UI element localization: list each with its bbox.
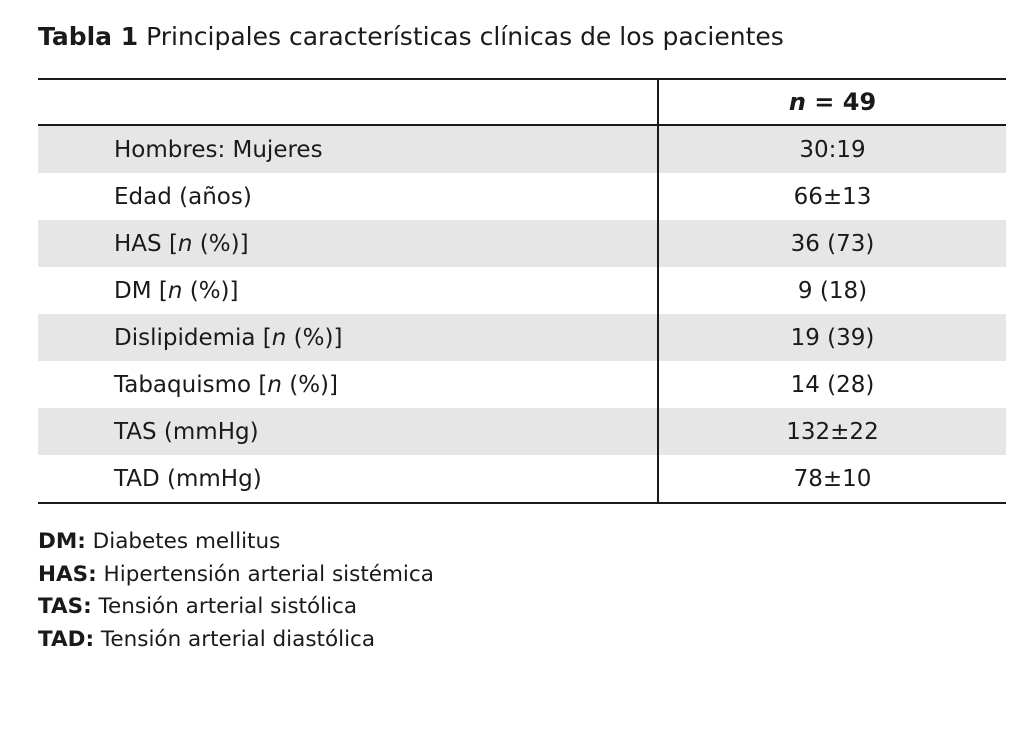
row-label [38, 314, 658, 361]
footnote-abbr: DM: [38, 529, 86, 554]
row-label: Edad (años) [114, 183, 252, 210]
footnote-text: Tensión arterial diastólica [94, 627, 376, 653]
header-n-symbol: n [788, 88, 806, 116]
caption-title: Principales características clínicas de los pacientes [146, 22, 784, 51]
table-caption [38, 22, 1007, 52]
caption-label: Tabla 1 [38, 22, 139, 51]
row-label-pre: HAS [ [114, 230, 178, 257]
header-label-cell [38, 80, 658, 125]
footnote-abbr: HAS: [38, 561, 97, 587]
row-label-italic: n [267, 371, 282, 398]
row-value: 30:19 [658, 126, 1006, 173]
caption-text [138, 22, 146, 51]
footnote-item [38, 624, 1007, 657]
table-row [38, 455, 1006, 503]
row-value: 36 (73) [658, 220, 1006, 267]
row-value: 78±10 [658, 455, 1006, 503]
row-label-post: (%)] [182, 277, 239, 304]
row-label-post: (%)] [281, 371, 339, 398]
row-value: 14 (28) [658, 361, 1006, 408]
row-label: Hombres: Mujeres [38, 126, 658, 173]
row-label [38, 220, 658, 267]
row-label [38, 267, 658, 314]
row-value: 9 (18) [658, 267, 1006, 314]
table-row [38, 314, 1006, 361]
footnote-text: Diabetes mellitus [85, 529, 281, 554]
row-value: 19 (39) [658, 314, 1006, 361]
header-n-value: = 49 [805, 88, 877, 116]
table-header-row [38, 80, 1006, 125]
footnote-item [38, 591, 1007, 624]
row-label-pre: DM [ [114, 277, 168, 304]
header-value-cell [658, 80, 1006, 125]
table-row [38, 267, 1006, 314]
footnote-abbr: TAD: [38, 627, 95, 653]
table-footnotes [38, 526, 1007, 657]
row-value: 132±22 [658, 408, 1006, 455]
table-bottom-rule [38, 503, 1006, 504]
footnote-item [38, 559, 1007, 592]
footnote-text: Tensión arterial sistólica [91, 594, 358, 620]
row-label-pre: Dislipidemia [ [114, 324, 272, 351]
row-label: TAS (mmHg) [38, 408, 658, 455]
row-label-post: (%)] [192, 230, 249, 257]
footnote-item [38, 526, 1007, 559]
table-row [38, 173, 1006, 220]
table-row [38, 220, 1006, 267]
footnote-text: Hipertensión arterial sistémica [96, 561, 434, 587]
row-label-pre: Tabaquismo [ [114, 371, 268, 398]
footnote-abbr: TAS: [38, 594, 92, 620]
rule-segment-left [38, 503, 658, 504]
table-row [38, 408, 1006, 455]
table-row [38, 126, 1006, 173]
table-body [38, 126, 1006, 504]
row-label-italic: n [177, 230, 193, 257]
table-head [38, 79, 1006, 126]
row-label [38, 361, 658, 408]
table-row [38, 361, 1006, 408]
row-value: 66±13 [658, 173, 1006, 220]
row-label-italic: n [271, 324, 287, 351]
row-label-post: (%)] [286, 324, 343, 351]
row-label-italic: n [167, 277, 183, 304]
clinical-characteristics-table [38, 78, 1006, 504]
row-label: TAD (mmHg) [114, 465, 262, 492]
rule-segment-right [658, 503, 1006, 504]
